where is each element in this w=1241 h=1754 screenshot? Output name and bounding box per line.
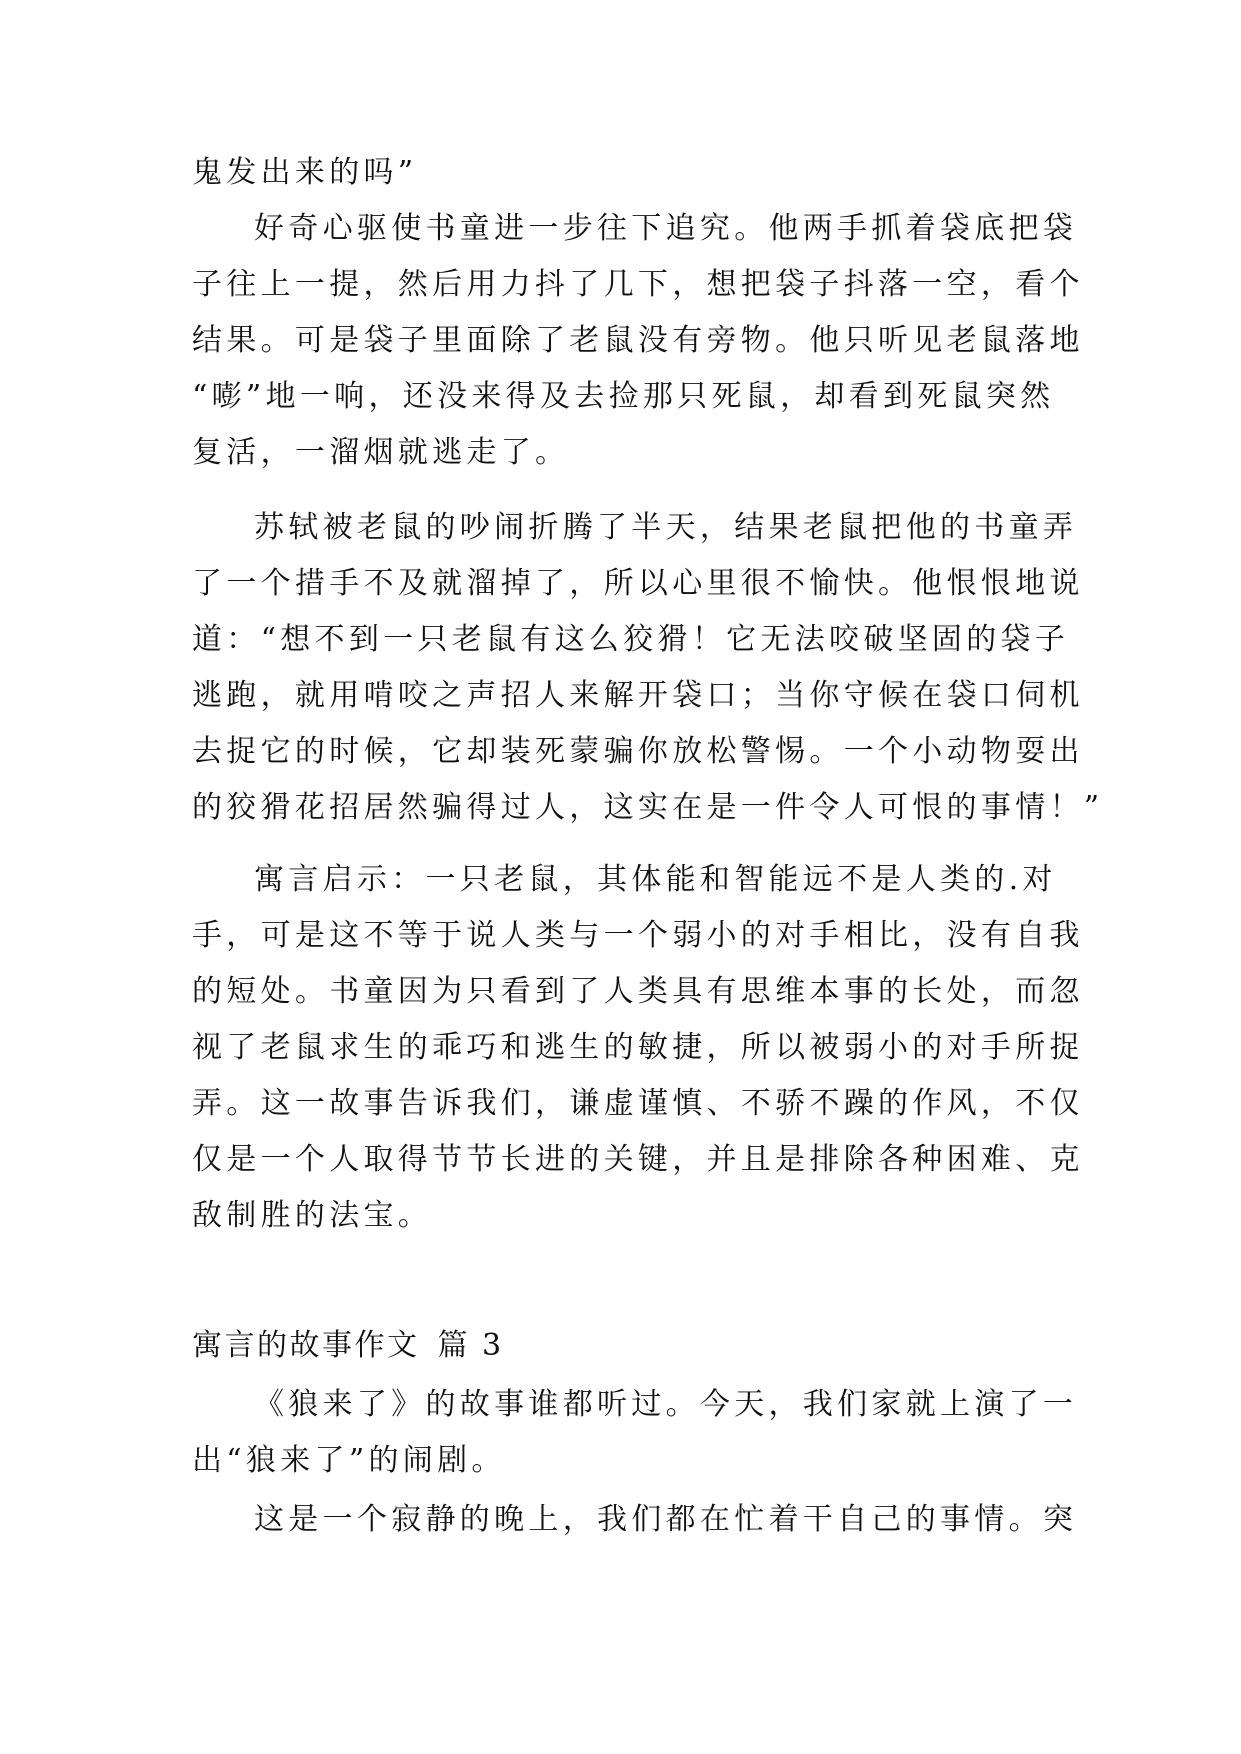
section-title: 寓言的故事作文 xyxy=(192,1328,420,1363)
text-line: 敌制胜的法宝。 xyxy=(192,1198,433,1233)
text-line: 《狼来了》的故事谁都听过。今天，我们家就上演了一 xyxy=(254,1387,1078,1422)
text-line: “嘭”地一响，还没来得及去捡那只死鼠，却看到死鼠突然 xyxy=(192,379,1055,414)
section-heading xyxy=(192,1326,1052,1366)
text-line: 的狡猾花招居然骗得过人，这实在是一件令人可恨的事情！” xyxy=(192,790,1104,825)
text-line: 道：“想不到一只老鼠有这么狡猾！它无法咬破坚固的袋子 xyxy=(192,622,1070,657)
text-line: 弄。这一故事告诉我们，谦虚谨慎、不骄不躁的作风，不仅 xyxy=(192,1086,1084,1121)
text-line: 逃跑，就用啃咬之声招人来解开袋口；当你守候在袋口伺机 xyxy=(192,678,1084,713)
text-line: 了一个措手不及就溜掉了，所以心里很不愉快。他恨恨地说 xyxy=(192,566,1084,601)
text-line: 去捉它的时候，它却装死蒙骗你放松警惕。一个小动物耍出 xyxy=(192,734,1084,769)
text-line: 结果。可是袋子里面除了老鼠没有旁物。他只听见老鼠落地 xyxy=(192,323,1084,358)
text-line: 苏轼被老鼠的吵闹折腾了半天，结果老鼠把他的书童弄 xyxy=(254,510,1078,545)
text-line: 出“狼来了”的闹剧。 xyxy=(192,1443,506,1478)
text-line: 仅是一个人取得节节长进的关键，并且是排除各种困难、克 xyxy=(192,1142,1084,1177)
text-line: 视了老鼠求生的乖巧和逃生的敏捷，所以被弱小的对手所捉 xyxy=(192,1030,1084,1065)
text-line: 手，可是这不等于说人类与一个弱小的对手相比，没有自我 xyxy=(192,918,1084,953)
text-line: 寓言启示：一只老鼠，其体能和智能远不是人类的.对 xyxy=(254,862,1057,897)
text-line: 的短处。书童因为只看到了人类具有思维本事的长处，而忽 xyxy=(192,974,1084,1009)
section-number: 篇 3 xyxy=(437,1328,504,1363)
text-line: 好奇心驱使书童进一步往下追究。他两手抓着袋底把袋 xyxy=(254,211,1078,246)
text-line: 子往上一提，然后用力抖了几下，想把袋子抖落一空，看个 xyxy=(192,267,1084,302)
text-line: 这是一个寂静的晚上，我们都在忙着干自己的事情。突 xyxy=(254,1502,1078,1537)
text-line: 鬼发出来的吗” xyxy=(192,155,418,190)
text-line: 复活，一溜烟就逃走了。 xyxy=(192,435,570,470)
